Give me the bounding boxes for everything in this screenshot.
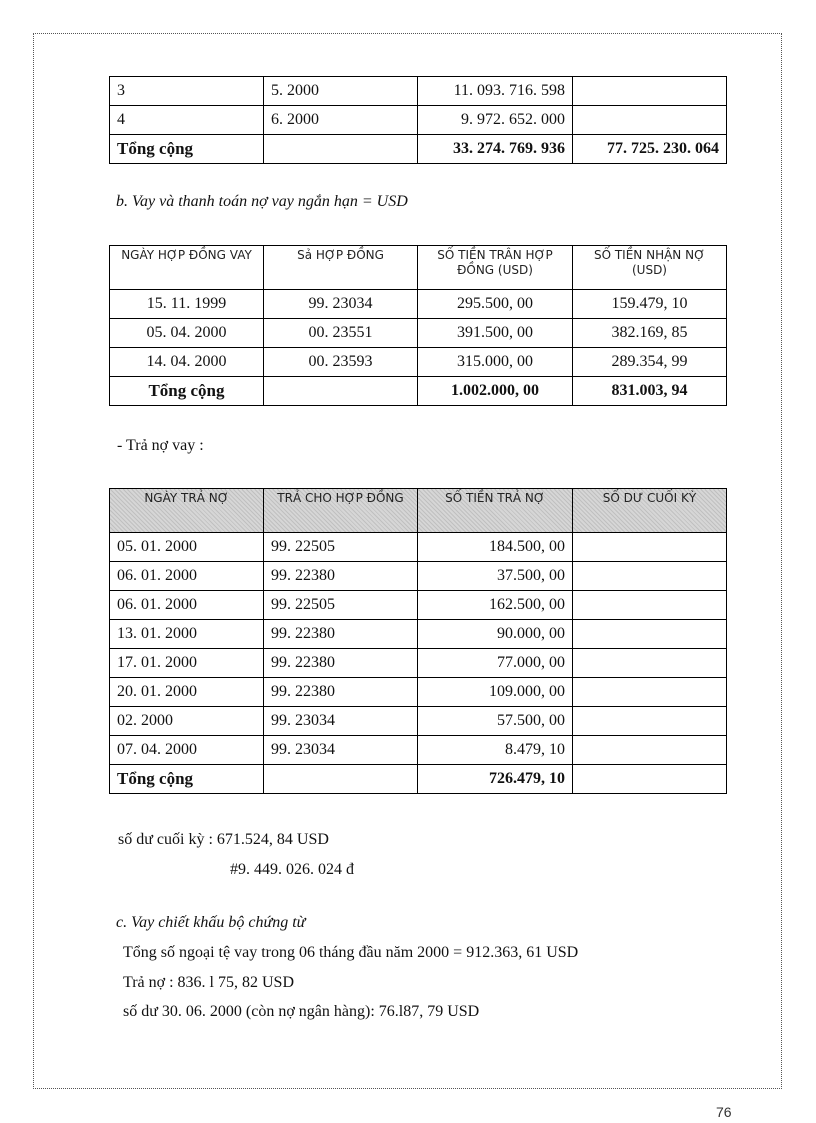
table-cell — [573, 678, 727, 707]
total-contract-amount: 1.002.000, 00 — [418, 377, 573, 406]
table-cell: 00. 23551 — [264, 319, 418, 348]
table-row — [110, 533, 727, 562]
table-cell: 02. 2000 — [110, 707, 264, 736]
table-cell: 99. 23034 — [264, 736, 418, 765]
table-cell: 90.000, 00 — [418, 620, 573, 649]
table-cell: 99. 22380 — [264, 620, 418, 649]
table-row — [110, 562, 727, 591]
table-cell: 07. 04. 2000 — [110, 736, 264, 765]
table-cell: 382.169, 85 — [573, 319, 727, 348]
table-cell — [264, 765, 418, 794]
table-header-row — [110, 246, 727, 290]
table-cell: 99. 23034 — [264, 290, 418, 319]
total-row — [110, 135, 727, 164]
table-cell: 05. 01. 2000 — [110, 533, 264, 562]
table-cell: 295.500, 00 — [418, 290, 573, 319]
table-header-row — [110, 489, 727, 533]
table-cell: 11. 093. 716. 598 — [418, 77, 573, 106]
closing-balance-usd: số dư cuối kỳ : 671.524, 84 USD — [118, 831, 329, 848]
table-cell: 17. 01. 2000 — [110, 649, 264, 678]
table-cell — [573, 591, 727, 620]
table-cell: 6. 2000 — [264, 106, 418, 135]
repayment-label: - Trả nợ vay : — [117, 437, 204, 454]
table-cell: 99. 22505 — [264, 591, 418, 620]
table-cell: 13. 01. 2000 — [110, 620, 264, 649]
repayment-table — [109, 488, 727, 794]
table-cell — [573, 620, 727, 649]
table-cell: 289.354, 99 — [573, 348, 727, 377]
table-row — [110, 591, 727, 620]
table-cell — [573, 562, 727, 591]
table-cell: 00. 23593 — [264, 348, 418, 377]
column-header: SỐ TIỀN TRÂN HỢP ĐỒNG (USD) — [418, 246, 573, 290]
table-cell: 57.500, 00 — [418, 707, 573, 736]
total-row — [110, 765, 727, 794]
table-cell — [573, 765, 727, 794]
table-cell — [573, 736, 727, 765]
monthly-loan-table — [109, 76, 727, 164]
table-row — [110, 106, 727, 135]
table-cell: 99. 23034 — [264, 707, 418, 736]
table-row — [110, 348, 727, 377]
table-cell: 5. 2000 — [264, 77, 418, 106]
table-cell: 99. 22505 — [264, 533, 418, 562]
total-row — [110, 377, 727, 406]
table-cell: 14. 04. 2000 — [110, 348, 264, 377]
table-cell: 3 — [110, 77, 264, 106]
total-extra: 77. 725. 230. 064 — [573, 135, 727, 164]
short-term-loan-table — [109, 245, 727, 406]
column-header: SỐ TIỀN NHẬN NỢ (USD) — [573, 246, 727, 290]
column-header: SỐ DƯ CUỐI KỲ — [573, 489, 727, 533]
section-c-total-borrowed: Tổng số ngoại tệ vay trong 06 tháng đầu năm 2000 = 912.363, 61 USD — [123, 944, 579, 961]
table-cell: 37.500, 00 — [418, 562, 573, 591]
total-amount: 33. 274. 769. 936 — [418, 135, 573, 164]
table-cell: 99. 22380 — [264, 562, 418, 591]
table-cell: 315.000, 00 — [418, 348, 573, 377]
table-cell: 99. 22380 — [264, 649, 418, 678]
table-cell: 391.500, 00 — [418, 319, 573, 348]
column-header: TRẢ CHO HỢP ĐỒNG — [264, 489, 418, 533]
table-cell: 77.000, 00 — [418, 649, 573, 678]
table-cell: 9. 972. 652. 000 — [418, 106, 573, 135]
total-received-amount: 831.003, 94 — [573, 377, 727, 406]
table-cell — [573, 649, 727, 678]
table-cell — [264, 135, 418, 164]
table-cell: 05. 04. 2000 — [110, 319, 264, 348]
table-row — [110, 77, 727, 106]
table-row — [110, 736, 727, 765]
closing-balance-vnd: #9. 449. 026. 024 đ — [230, 861, 354, 878]
table-cell: 159.479, 10 — [573, 290, 727, 319]
table-cell — [573, 533, 727, 562]
table-cell: 15. 11. 1999 — [110, 290, 264, 319]
table-row — [110, 707, 727, 736]
column-header: NGÀY TRẢ NỢ — [110, 489, 264, 533]
table-cell — [573, 106, 727, 135]
table-row — [110, 290, 727, 319]
table-cell: 20. 01. 2000 — [110, 678, 264, 707]
table-cell: 99. 22380 — [264, 678, 418, 707]
section-c-heading: c. Vay chiết khấu bộ chứng từ — [116, 914, 306, 931]
table-cell: 184.500, 00 — [418, 533, 573, 562]
page-number: 76 — [716, 1104, 732, 1120]
table-row — [110, 620, 727, 649]
total-repaid-amount: 726.479, 10 — [418, 765, 573, 794]
table-cell: 109.000, 00 — [418, 678, 573, 707]
column-header: Sả HỢP ĐỒNG — [264, 246, 418, 290]
total-label: Tổng cộng — [110, 765, 264, 794]
table-cell: 4 — [110, 106, 264, 135]
table-cell — [264, 377, 418, 406]
table-cell — [573, 707, 727, 736]
table-cell — [573, 77, 727, 106]
table-row — [110, 649, 727, 678]
section-c-repaid: Trả nợ : 836. l 75, 82 USD — [123, 974, 294, 991]
section-c-balance: số dư 30. 06. 2000 (còn nợ ngân hàng): 76.l87, 79 USD — [123, 1003, 480, 1020]
table-cell: 06. 01. 2000 — [110, 562, 264, 591]
table-cell: 06. 01. 2000 — [110, 591, 264, 620]
table-row — [110, 319, 727, 348]
table-cell: 162.500, 00 — [418, 591, 573, 620]
table-row — [110, 678, 727, 707]
column-header: NGÀY HỢP ĐỒNG VAY — [110, 246, 264, 290]
column-header: SỐ TIỀN TRẢ NỢ — [418, 489, 573, 533]
total-label: Tổng cộng — [110, 377, 264, 406]
section-b-heading: b. Vay và thanh toán nợ vay ngắn hạn = USD — [116, 193, 408, 210]
total-label: Tổng cộng — [110, 135, 264, 164]
table-cell: 8.479, 10 — [418, 736, 573, 765]
